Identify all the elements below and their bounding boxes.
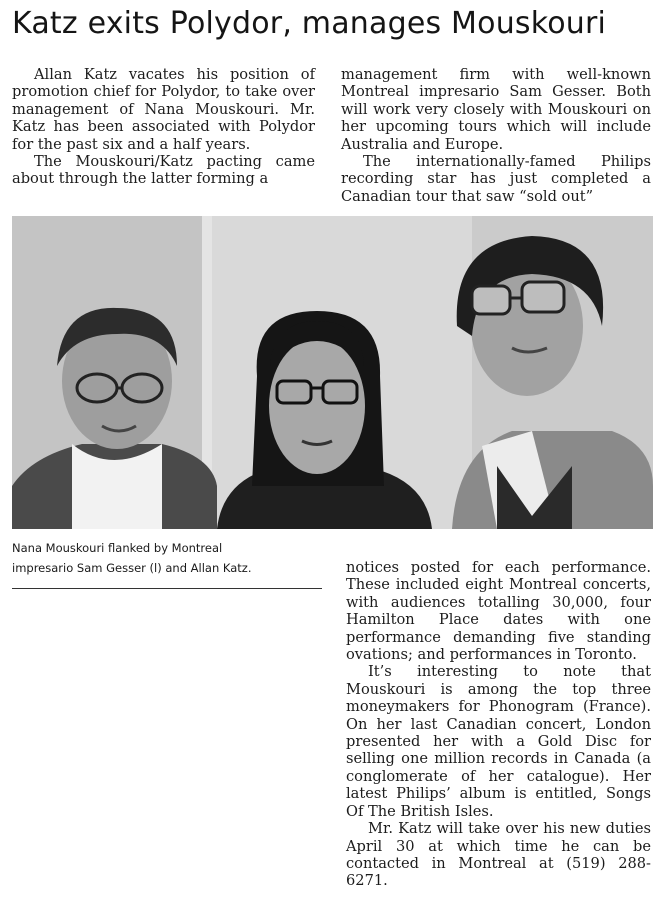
paragraph-canadian-tour: The internationally-famed Philips recording star has just completed a Canadian tour that saw “sold out” xyxy=(341,153,651,205)
news-photo-illustration xyxy=(12,216,653,529)
article-column-left xyxy=(12,66,315,188)
article-column-right-bottom xyxy=(346,559,651,890)
photo-caption-line2: impresario Sam Gesser (l) and Allan Katz. xyxy=(12,561,252,575)
news-photo xyxy=(12,216,653,529)
paragraph-contact: Mr. Katz will take over his new duties April 30 at which time he can be contacted in Montreal at (519) 288-6271. xyxy=(346,820,651,890)
paragraph-performances: notices posted for each performance. These included eight Montreal concerts, with audiences totalling 30,000, four Hamilton Place dates with one performance demanding five standing ovations; and performances in Toronto. xyxy=(346,559,651,664)
paragraph-moneymakers: It’s interesting to note that Mouskouri is among the top three moneymakers for Phonogram (France). On her last Canadian concert, London presented her with a Gold Disc for selling one million records in Canada (a conglomerate of her catalogue). Her latest Philips’ album is entitled, Songs Of The British Isles. xyxy=(346,663,651,820)
paragraph-pacting: The Mouskouri/Katz pacting came about through the latter forming a xyxy=(12,153,315,188)
paragraph-intro: Allan Katz vacates his position of promotion chief for Polydor, to take over management of Nana Mouskouri. Mr. Katz has been associated with Polydor for the past six and a half years. xyxy=(12,66,315,153)
paragraph-management-firm: management firm with well-known Montreal impresario Sam Gesser. Both will work very closely with Mouskouri on her upcoming tours which will include Australia and Europe. xyxy=(341,66,651,153)
headline: Katz exits Polydor, manages Mouskouri xyxy=(12,6,607,41)
caption-divider xyxy=(12,588,322,589)
photo-caption-line1: Nana Mouskouri flanked by Montreal xyxy=(12,541,223,555)
article-column-right-top xyxy=(341,66,651,205)
photo-caption xyxy=(12,538,324,578)
